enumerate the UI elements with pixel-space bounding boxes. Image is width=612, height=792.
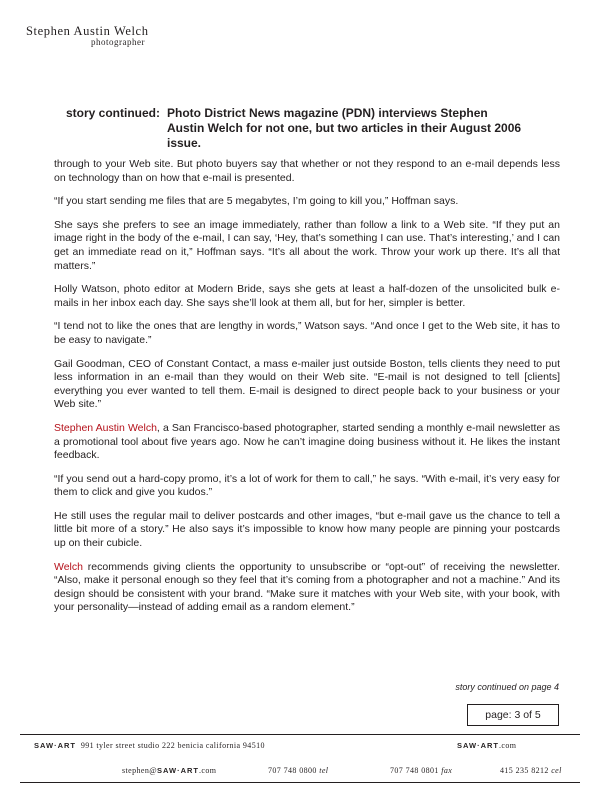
paragraph: Gail Goodman, CEO of Constant Contact, a mass e-mailer just outside Boston, tells clients they need to put less information in an e-mail than they would on their Web site. “E-mail is not designed to tell [clients] everything you ever wanted to tell them. E-mail is designed to direct people back to your business or your Web site.” (54, 357, 560, 411)
footer-address-line (34, 741, 265, 750)
footer-cel: 415 235 8212 cel (500, 766, 562, 775)
heading-title: Photo District News magazine (PDN) interviews Stephen Austin Welch for not one, but two articles in their August 2006 issue. (167, 106, 522, 150)
paragraph: He still uses the regular mail to deliver postcards and other images, “but e-mail gave us the chance to tell a little bit more of a story.” He also says it’s impossible to know how many people are pinning your postcards up on their cubicle. (54, 509, 560, 550)
paragraph: through to your Web site. But photo buyers say that whether or not they respond to an e-mail depends less on technology than on how that e-mail is presented. (54, 158, 560, 184)
footer-address: 991 tyler street studio 222 benicia california 94510 (80, 741, 265, 750)
letterhead-name: Stephen Austin Welch (26, 24, 149, 38)
footer-website[interactable]: SAW·ART.com (457, 741, 517, 750)
footer-fax: 707 748 0801 fax (390, 766, 453, 775)
paragraph: “If you send out a hard-copy promo, it’s a lot of work for them to call,” he says. “With e-mail, it’s very easy for them to click and give you kudos.” (54, 472, 560, 499)
story-continued-note: story continued on page 4 (455, 682, 559, 692)
paragraph: “If you start sending me files that are 5 megabytes, I’m going to kill you,” Hoffman says. (54, 195, 459, 208)
paragraph: Welch recommends giving clients the opportunity to unsubscribe or “opt-out” of receiving the newsletter. “Also, make it personal enough so they feel that it’s coming from a photographer and not a machine.” And its design should be consistent with your brand. “Make sure it matches with your Web site, with your book, with your personality—instead of adding email as a random element.” (54, 560, 560, 614)
paragraph: She says she prefers to see an image immediately, rather than follow a link to a Web site. “If they put an image right in the body of the e-mail, I can say, ‘Hey, that’s something I can use. That’s interesting,’ and I can get an immediate read on it,” Hoffman says. “It’s all about the work. Throw your work up there. It’s all that matters.” (54, 218, 560, 272)
photographer-name-highlight: Stephen Austin Welch (54, 421, 157, 434)
heading-label: story continued: (66, 106, 161, 120)
footer-brand: SAW·ART (34, 741, 76, 750)
footer-rule-bottom (20, 782, 580, 783)
footer-rule-top (20, 734, 580, 735)
paragraph: “I tend not to like the ones that are lengthy in words,” Watson says. “And once I get to the Web site, it has to be easy to navigate.” (54, 320, 560, 346)
page-number-box: page: 3 of 5 (467, 704, 559, 726)
paragraph: Holly Watson, photo editor at Modern Bride, says she gets at least a half-dozen of the unsolicited bulk e-mails in her inbox each day. She says she’ll look at them all, but for her, simpler is better. (54, 283, 560, 309)
article-body (54, 158, 560, 625)
letterhead-role: photographer (91, 37, 145, 47)
footer-email[interactable]: stephen@SAW·ART.com (122, 766, 217, 775)
photographer-surname-highlight: Welch (54, 560, 83, 573)
paragraph: Stephen Austin Welch, a San Francisco-based photographer, started sending a monthly e-mail newsletter as a promotional tool about five years ago. Now he can’t imagine doing business without it. He likes the instant feedback. (54, 421, 560, 462)
footer-tel: 707 748 0800 tel (268, 766, 329, 775)
